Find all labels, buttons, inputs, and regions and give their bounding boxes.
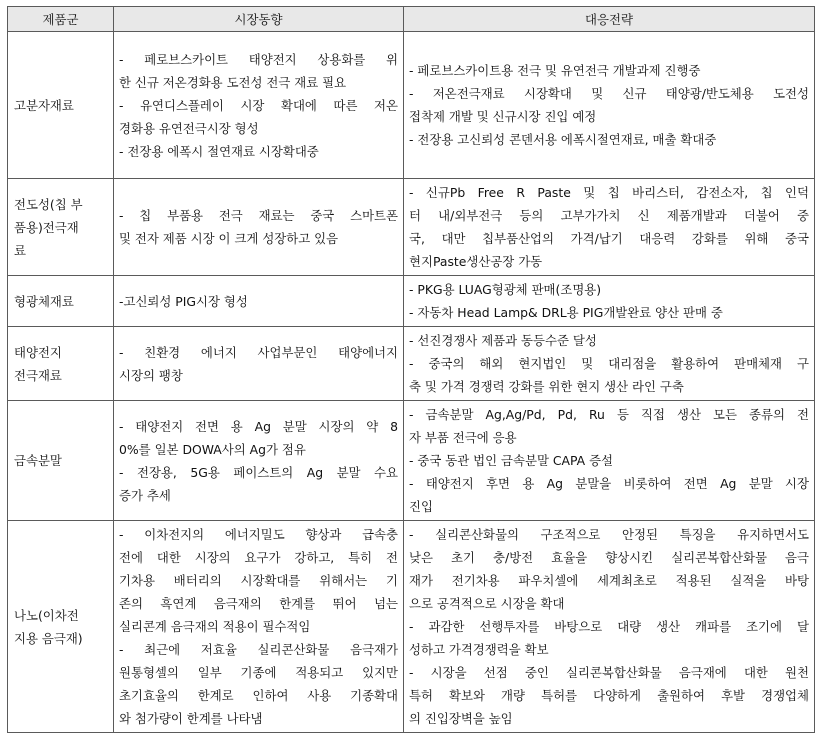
category-line: 태양전지 (14, 344, 62, 360)
strategy-line: - 태양전지 후면 용 Ag 분말을 비롯하여 전면 Ag 분말 시장 (409, 476, 809, 491)
trend-line: 경화용 유연전극시장 형성 (119, 120, 259, 136)
category-cell: 형광체재료 (8, 276, 114, 327)
strategy-line: 낮은 초기 충/방전 효율을 향상시킨 실리콘복합산화물 음극 (409, 550, 809, 565)
strategy-line: - 중국 동관 법인 금속분말 CAPA 증설 (409, 453, 614, 468)
strategy-line: 자 부품 전극에 응용 (409, 430, 517, 445)
trend-line: 증가 추세 (119, 487, 171, 503)
strategy-line: 재가 전기차용 파우치셀에 세계최초로 적용된 실적을 바탕 (409, 573, 809, 588)
trend-line: 0%를 일본 DOWA사의 Ag가 점유 (119, 441, 306, 457)
trend-line: 한 신규 저온경화용 도전성 전극 재료 필요 (119, 74, 347, 90)
strategy-line: 국, 대만 칩부품산업의 가격/납기 대응력 강화를 위해 중국 (409, 231, 809, 246)
strategy-line: 으로 공격적으로 시장을 확대 (409, 596, 565, 611)
strategy-cell (404, 521, 815, 733)
table-row-solar (8, 327, 815, 401)
trend-line: -고신뢰성 PIG시장 형성 (119, 293, 248, 309)
table-row-polymer (8, 32, 815, 179)
category-line: 품용)전극재 (14, 219, 79, 235)
trend-line: - 페로브스카이트 태양전지 상용화를 위 (119, 51, 398, 67)
table-row-metal-powder (8, 401, 815, 521)
trend-line: 초기효율의 한계로 인하여 사용 기종확대 (119, 688, 398, 703)
strategy-line: - 실리콘산화물의 구조적으로 안정된 특징을 유지하면서도 (409, 527, 809, 542)
strategy-line: - 중국의 해외 현지법인 및 대리점을 활용하여 판매체재 구 (409, 356, 809, 371)
category-line: 전극재료 (14, 367, 62, 383)
trend-line: - 칩 부품용 전극 재료는 중국 스마트폰 (119, 208, 398, 223)
strategy-line: - 저온전극재료 시장확대 및 신규 태양광/반도체용 도전성 (409, 86, 809, 101)
trend-cell (114, 32, 404, 179)
strategy-line: 진입 (409, 499, 433, 514)
trend-cell (114, 179, 404, 276)
category-line: 지용 음극재) (14, 630, 83, 646)
category-cell (8, 521, 114, 733)
category-cell: 금속분말 (8, 401, 114, 521)
strategy-line: 접착제 개발 및 신규시장 진입 예정 (409, 109, 597, 124)
category-line: 료 (14, 242, 26, 258)
trend-line: 및 전자 제품 시장 이 크게 성장하고 있음 (119, 231, 339, 246)
header-market-trend: 시장동향 (114, 7, 404, 32)
strategy-line: - 자동차 Head Lamp& DRL용 PIG개발완료 양산 판매 중 (409, 305, 723, 320)
trend-line: 시장의 팽창 (119, 367, 183, 383)
category-line: 전도성(칩 부 (14, 196, 83, 212)
table-row-conductive (8, 179, 815, 276)
strategy-line: 특허 확보와 개량 특허를 다양하게 출원하여 후발 경쟁업체 (409, 688, 809, 703)
strategy-line: 축 및 가격 경쟁력 강화를 위한 현지 생산 라인 구축 (409, 379, 684, 394)
trend-line: - 유연디스플레이 시장 확대에 따른 저온 (119, 97, 398, 113)
strategy-line: - 전장용 고신뢰성 콘덴서용 에폭시절연재료, 매출 확대중 (409, 132, 717, 147)
trend-line: 원통형셀의 일부 기종에 적용되고 있지만 (119, 665, 398, 680)
trend-line: 와 첨가량이 한계를 나타냄 (119, 711, 263, 726)
market-strategy-table (7, 6, 815, 733)
strategy-line: 터 내/외부전극 등의 고부가가치 신 제품개발과 더불어 중 (409, 208, 809, 223)
trend-line: - 친환경 에너지 사업부문인 태양에너지 (119, 344, 398, 360)
strategy-cell (404, 32, 815, 179)
trend-line: - 최근에 저효율 실리콘산화물 음극재가 (119, 642, 398, 657)
strategy-cell (404, 327, 815, 401)
trend-line: 기차용 배터리의 시장확대를 위해서는 기 (119, 573, 398, 588)
strategy-line: - 시장을 선점 중인 실리콘복합산화물 음극재에 대한 원천 (409, 665, 809, 680)
strategy-line: - PKG용 LUAG형광체 판매(조명용) (409, 282, 602, 297)
trend-line: - 전장용 에폭시 절연재료 시장확대중 (119, 143, 319, 159)
strategy-line: 의 진입장벽을 높임 (409, 711, 513, 726)
header-response-strategy: 대응전략 (404, 7, 815, 32)
strategy-line: - 선진경쟁사 제품과 동등수준 달성 (409, 333, 597, 348)
strategy-cell (404, 401, 815, 521)
strategy-cell (404, 179, 815, 276)
strategy-line: - 과감한 선행투자를 바탕으로 대량 생산 캐파를 조기에 달 (409, 619, 809, 634)
trend-cell (114, 327, 404, 401)
strategy-line: - 금속분말 Ag,Ag/Pd, Pd, Ru 등 직접 생산 모든 종류의 전 (409, 407, 809, 422)
header-product-group: 제품군 (8, 7, 114, 32)
strategy-line: 성하고 가격경쟁력을 확보 (409, 642, 549, 657)
trend-line: - 태양전지 전면 용 Ag 분말 시장의 약 8 (119, 418, 398, 434)
trend-line: - 이차전지의 에너지밀도 향상과 급속충 (119, 527, 398, 542)
trend-line: 실리콘계 음극재의 적용이 필수적임 (119, 619, 311, 634)
table-row-phosphor (8, 276, 815, 327)
strategy-line: - 페로브스카이트용 전극 및 유연전극 개발과제 진행중 (409, 63, 701, 78)
trend-line: 존의 흑연계 음극재의 한계를 뛰어 넘는 (119, 596, 398, 611)
table-row-nano-anode (8, 521, 815, 733)
category-cell (8, 179, 114, 276)
category-cell: 고분자재료 (8, 32, 114, 179)
trend-line: 전에 대한 시장의 요구가 강하고, 특히 전 (119, 550, 398, 565)
trend-line: - 전장용, 5G용 페이스트의 Ag 분말 수요 (119, 464, 398, 480)
trend-cell (114, 401, 404, 521)
trend-cell (114, 276, 404, 327)
strategy-line: - 신규Pb Free R Paste 및 칩 바리스터, 감전소자, 칩 인덕 (409, 185, 809, 200)
category-line: 나노(이차전 (14, 607, 79, 623)
category-cell (8, 327, 114, 401)
header-row (8, 7, 815, 32)
strategy-line: 현지Paste생산공장 가동 (409, 254, 543, 269)
strategy-cell (404, 276, 815, 327)
trend-cell (114, 521, 404, 733)
